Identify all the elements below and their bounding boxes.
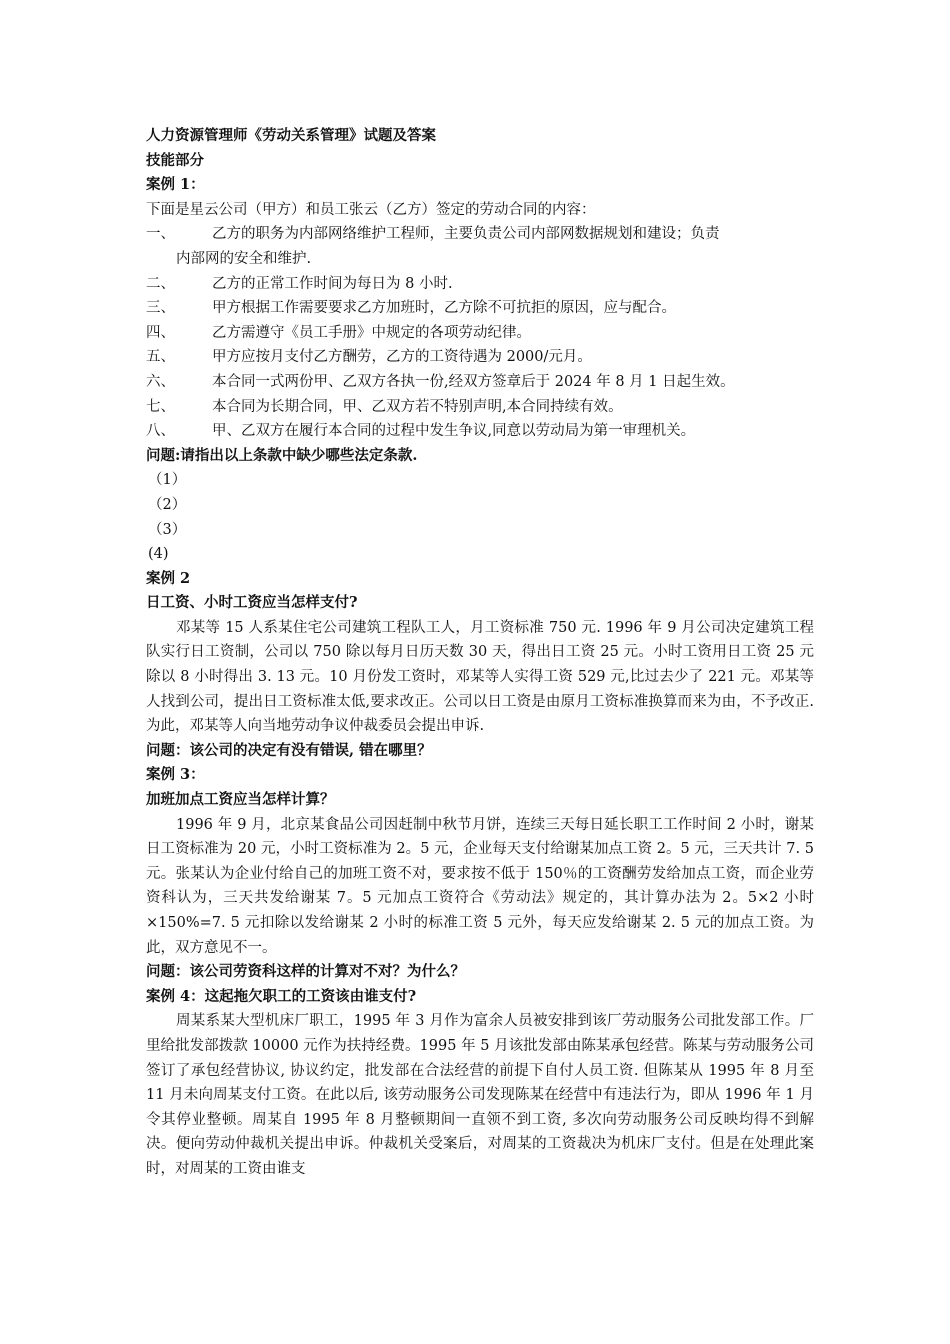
contract-clause — [146, 395, 814, 420]
contract-clause — [146, 272, 814, 297]
case2-subtitle: 日工资、小时工资应当怎样支付? — [146, 594, 358, 612]
case3-question: 问题：该公司劳资科这样的计算对不对？为什么？ — [146, 963, 465, 981]
clause-number: 五、 — [146, 349, 175, 366]
clause-continuation: 内部网的安全和维护. — [176, 250, 312, 267]
contract-clause — [146, 321, 814, 346]
clause-number: 二、 — [146, 275, 175, 292]
case1-intro: 下面是星云公司（甲方）和员工张云（乙方）签定的劳动合同的内容： — [146, 201, 596, 218]
contract-clause — [146, 370, 814, 395]
clause-text: 乙方的职务为内部网络维护工程师，主要负责公司内部网数据规划和建设；负责 — [212, 226, 720, 243]
case2-heading: 案例 2 — [146, 569, 191, 587]
case3-heading: 案例 3： — [146, 766, 205, 784]
case3-subtitle: 加班加点工资应当怎样计算？ — [146, 791, 335, 809]
clause-text: 甲方应按月支付乙方酬劳，乙方的工资待遇为 2000/元月。 — [212, 349, 592, 366]
clause-number: 四、 — [146, 324, 175, 341]
clause-number: 七、 — [146, 398, 175, 415]
clause-text: 乙方需遵守《员工手册》中规定的各项劳动纪律。 — [212, 324, 531, 341]
section-heading: 技能部分 — [146, 151, 204, 169]
document-body — [146, 124, 814, 1182]
clause-text: 乙方的正常工作时间为每日为 8 小时. — [212, 275, 453, 292]
clause-text: 甲方根据工作需要要求乙方加班时，乙方除不可抗拒的原因，应与配合。 — [212, 300, 676, 317]
answer-blank: (4) — [148, 546, 169, 563]
clause-number: 三、 — [146, 300, 175, 317]
contract-clause — [146, 222, 814, 247]
answer-blank: （3） — [148, 521, 187, 538]
case1-heading: 案例 1： — [146, 176, 205, 194]
case4-body: 周某系某大型机床厂职工，1995 年 3 月作为富余人员被安排到该厂劳动服务公司批发部工作。厂里给批发部拨款 10000 元作为扶持经费。1995 年 5 月该批发部由陈某承包经营。陈某与劳动服务公司签订了承包经营协议, 协议约定，批发部在合法经营的前提下自付人员工资. 但陈某从 1995 年 8 月至 11 月未向周某支付工资。在此以后, 该劳动服务公司发现陈某在经营中有违法行为，即从 1996 年 1 月令其停业整顿。周某自 1995 年 8 月整顿期间一直领不到工资, 多次向劳动服务公司反映均得不到解决。便向劳动仲裁机关提出申诉。仲裁机关受案后，对周某的工资裁决为机床厂支付。但是在处理此案时，对周某的工资由谁支 — [146, 1013, 814, 1177]
clause-number: 一、 — [146, 226, 175, 243]
case1-question: 问题:请指出以上条款中缺少哪些法定条款. — [146, 446, 418, 464]
contract-clause — [146, 345, 814, 370]
case2-body: 邓某等 15 人系某住宅公司建筑工程队工人，月工资标准 750 元. 1996 年 9 月公司决定建筑工程队实行日工资制，公司以 750 除以每月日历天数 30 天，得出日工资 25 元。小时工资用日工资 25 元除以 8 小时得出 3. 13 元。10 月份发工资时，邓某等人实得工资 529 元,比过去少了 221 元。邓某等人找到公司，提出日工资标准太低,要求改正。公司以日工资是由原月工资标准换算而来为由，不予改正. 为此，邓某等人向当地劳动争议仲裁委员会提出申诉. — [146, 619, 814, 735]
contract-clause — [146, 296, 814, 321]
case4-heading: 案例 4：这起拖欠职工的工资该由谁支付? — [146, 987, 417, 1005]
clause-text: 甲、乙双方在履行本合同的过程中发生争议,同意以劳动局为第一审理机关。 — [212, 423, 696, 440]
case2-question: 问题：该公司的决定有没有错误, 错在哪里？ — [146, 741, 432, 759]
clause-text: 本合同为长期合同，甲、乙双方若不特别声明,本合同持续有效。 — [212, 398, 623, 415]
clause-number: 八、 — [146, 423, 175, 440]
clause-text: 本合同一式两份甲、乙双方各执一份,经双方签章后于 2024 年 8 月 1 日起生效。 — [212, 373, 735, 390]
contract-clause — [146, 419, 814, 444]
case3-body: 1996 年 9 月，北京某食品公司因赶制中秋节月饼，连续三天每日延长职工工作时间 2 小时，谢某日工资标准为 20 元，小时工资标准为 2。5 元，企业每天支付给谢某加点工资 2。5 元，三天共计 7. 5 元。张某认为企业付给自己的加班工资不对，要求按不低于 150％的工资酬劳发给加点工资，而企业劳资科认为，三天共发给谢某 7。5 元加点工资符合《劳动法》规定的，其计算办法为 2。5×2 小时×150%=7. 5 元扣除以发给谢某 2 小时的标准工资 5 元外，每天应发给谢某 2. 5 元的加点工资。为此，双方意见不一。 — [146, 816, 814, 956]
answer-blank: （2） — [148, 496, 187, 513]
answer-blank: （1） — [148, 472, 187, 489]
clause-number: 六、 — [146, 373, 175, 390]
document-title: 人力资源管理师《劳动关系管理》试题及答案 — [146, 127, 436, 144]
